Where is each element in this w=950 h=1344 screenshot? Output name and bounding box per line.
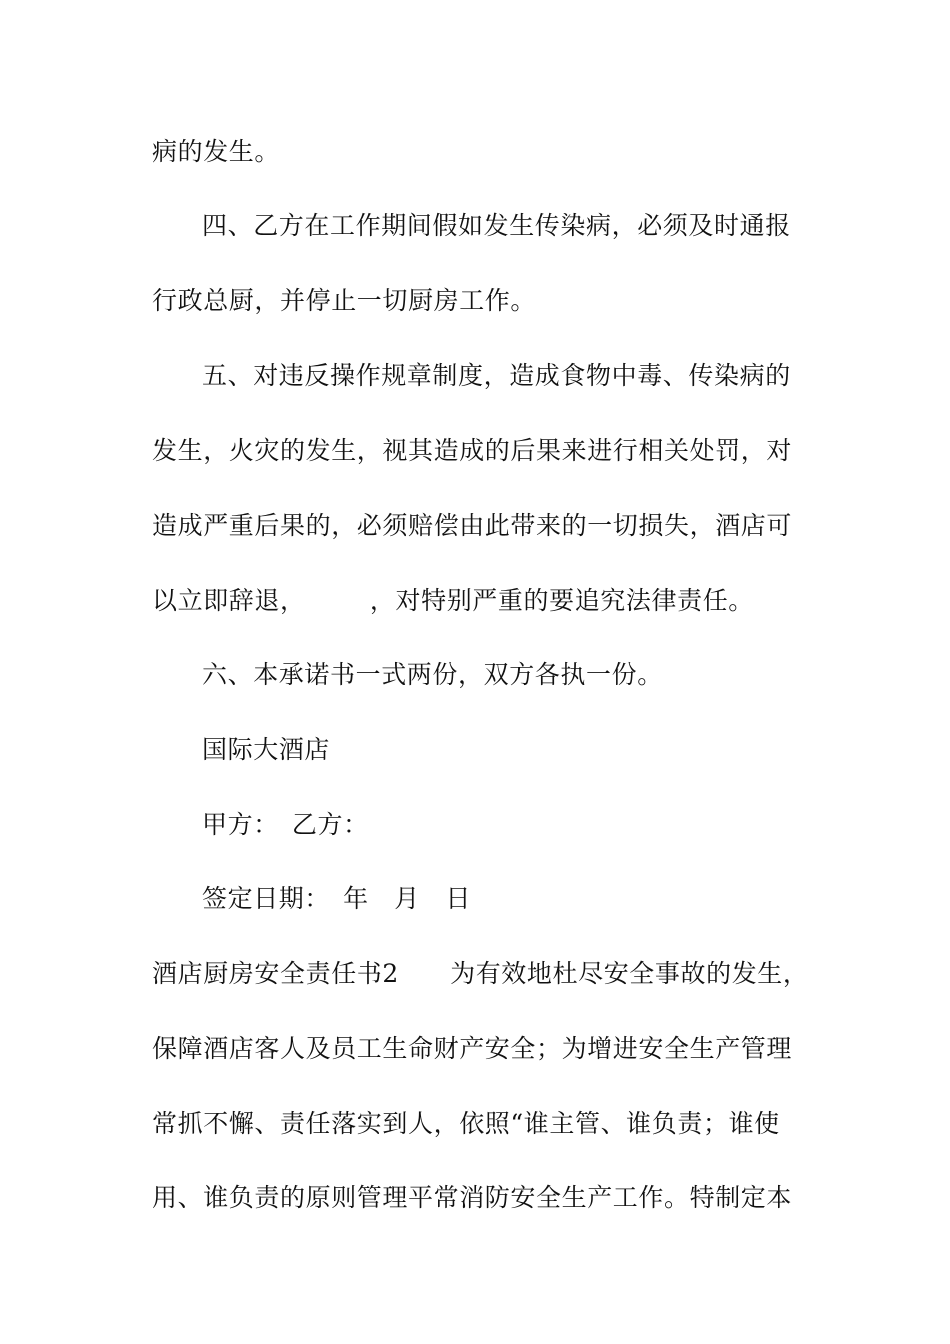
text-line-13: 保障酒店客人及员工生命财产安全；为增进安全生产管理: [152, 1034, 793, 1063]
text-line-4: 五、对违反操作规章制度，造成食物中毒、传染病的: [202, 361, 791, 390]
text-line-5: 发生，火灾的发生，视其造成的后果来进行相关处罚，对: [152, 436, 793, 465]
text-line-15: 用、谁负责的原则管理平常消防安全生产工作。特制定本: [152, 1183, 793, 1212]
text-line-9: 国际大酒店: [202, 735, 331, 764]
text-line-2: 四、乙方在工作期间假如发生传染病，必须及时通报: [202, 211, 791, 240]
text-line-14: 常抓不懈、责任落实到人，依照“谁主管、谁负责；谁使: [152, 1109, 780, 1138]
text-line-1: 病的发生。: [152, 137, 281, 166]
text-line-7: 以立即辞退， ，对特别严重的要追究法律责任。: [152, 586, 754, 615]
text-line-10: 甲方： 乙方：: [202, 810, 369, 839]
text-line-6: 造成严重后果的，必须赔偿由此带来的一切损失，酒店可: [152, 511, 793, 540]
text-line-8: 六、本承诺书一式两份，双方各执一份。: [202, 660, 663, 689]
text-line-12: 酒店厨房安全责任书2 为有效地杜尽安全事故的发生，: [152, 959, 809, 988]
text-line-3: 行政总厨，并停止一切厨房工作。: [152, 286, 537, 315]
text-line-11: 签定日期： 年 月 日: [202, 884, 472, 913]
